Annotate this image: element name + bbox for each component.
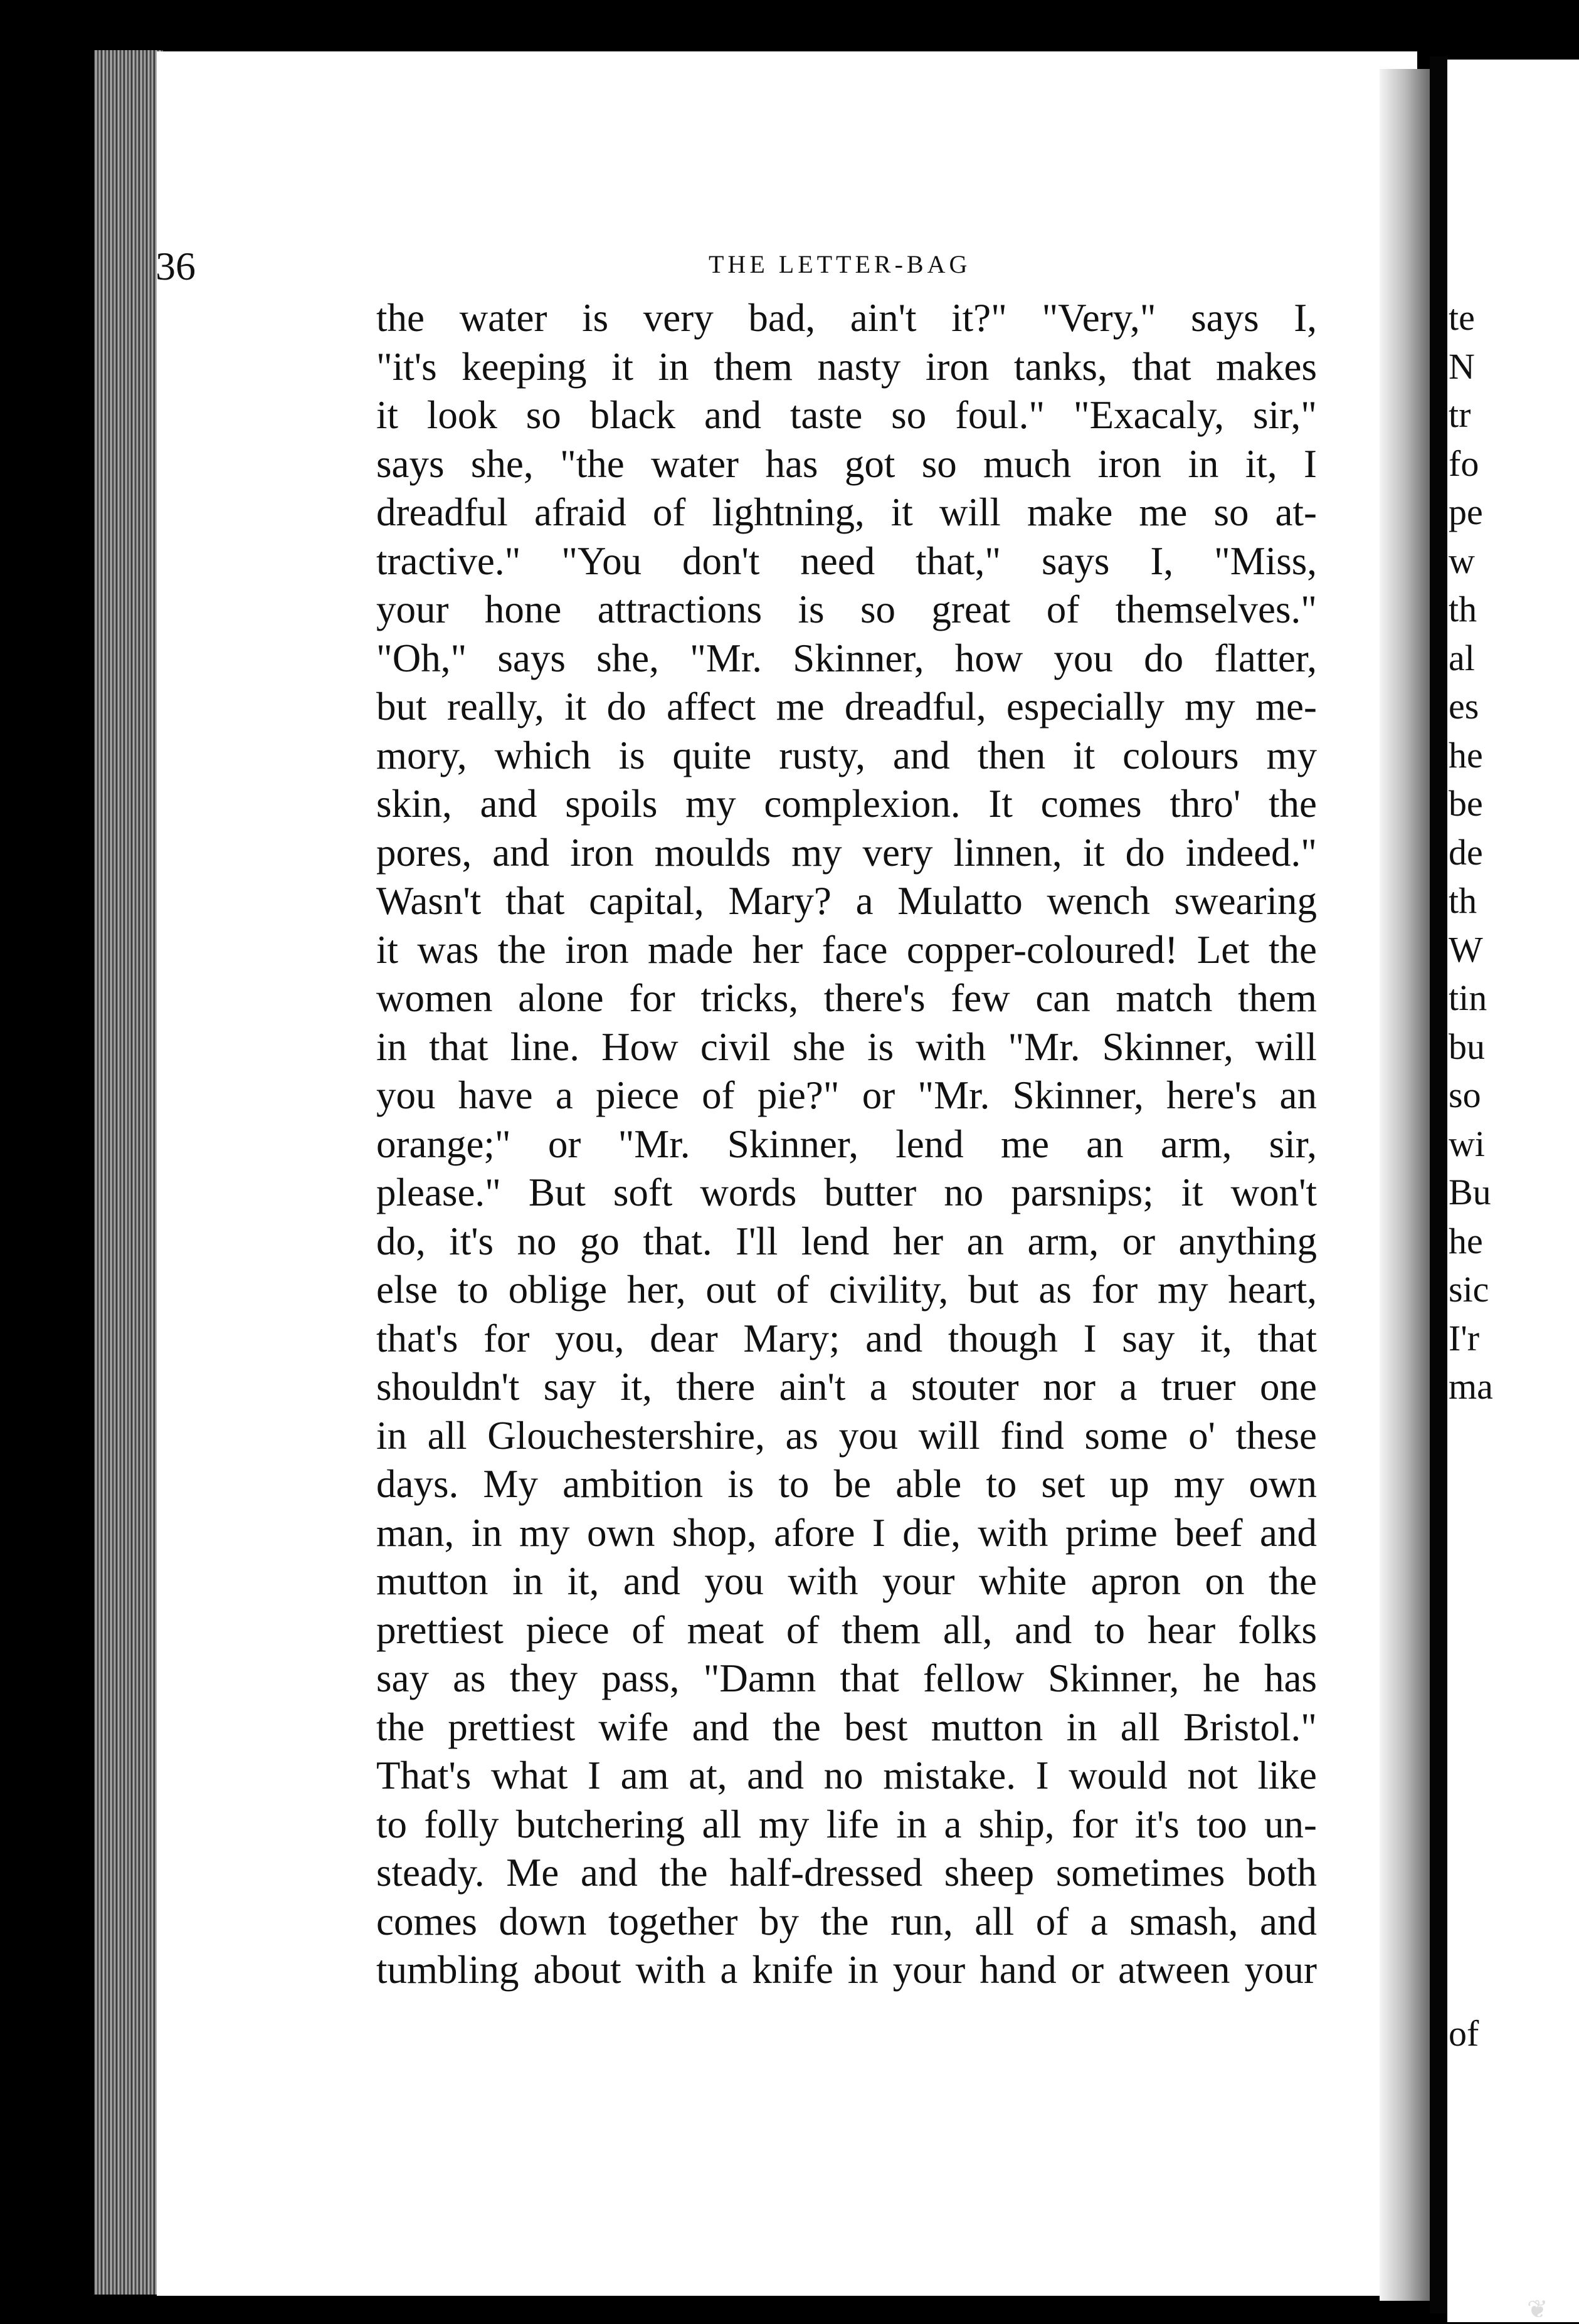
facing-page-fragment: fo <box>1449 443 1479 484</box>
text-line: the prettiest wife and the best mutton in all Bristol." <box>376 1705 1317 1749</box>
facing-page-fragment: he <box>1449 734 1483 776</box>
facing-page-fragment: be <box>1449 783 1483 824</box>
facing-page-fragment: th <box>1449 589 1477 629</box>
scan-speck: ❦ <box>1527 2295 1548 2323</box>
facing-page-fragment: ma <box>1449 1366 1493 1407</box>
text-line: that's for you, dear Mary; and though I say it, that <box>376 1316 1317 1360</box>
text-line: your hone attractions is so great of themselves." <box>376 587 1317 631</box>
text-line: comes down together by the run, all of a smash, and <box>376 1899 1317 1943</box>
text-line: the water is very bad, ain't it?" "Very," says I, <box>376 296 1317 340</box>
text-line: in that line. How civil she is with "Mr. Skinner, will <box>376 1024 1317 1069</box>
text-line: pores, and iron moulds my very linnen, it do indeed." <box>376 830 1317 875</box>
facing-page-fragment: pe <box>1449 492 1483 532</box>
text-line: "Oh," says she, "Mr. Skinner, how you do flatter, <box>376 636 1317 680</box>
facing-page-fragment: de <box>1449 831 1483 873</box>
facing-page-fragment: bu <box>1449 1026 1485 1067</box>
page-number: 36 <box>156 244 196 288</box>
facing-page-fragment: th <box>1449 880 1477 921</box>
book-gutter <box>1430 56 1447 2313</box>
facing-page-fragment: tr <box>1449 394 1471 435</box>
text-line: it look so black and taste so foul." "Exacaly, sir," <box>376 393 1317 437</box>
facing-page-fragment: W <box>1449 928 1483 970</box>
book-spine-edge <box>94 50 163 2295</box>
text-line: That's what I am at, and no mistake. I would not like <box>376 1754 1317 1797</box>
text-line: shouldn't say it, there ain't a stouter nor a truer one <box>376 1365 1317 1409</box>
facing-page-fragment: te <box>1449 297 1475 338</box>
text-line: in all Glouchestershire, as you will find some o' these <box>376 1413 1317 1458</box>
text-line: but really, it do affect me dreadful, especially my me- <box>376 685 1317 728</box>
text-line: say as they pass, "Damn that fellow Skinner, he has <box>376 1656 1317 1700</box>
facing-page-fragment: I'r <box>1449 1317 1480 1359</box>
text-line: to folly butchering all my life in a ship, for it's too un- <box>376 1802 1317 1846</box>
text-line: dreadful afraid of lightning, it will make me so at- <box>376 490 1317 534</box>
text-line: women alone for tricks, there's few can match them <box>376 976 1317 1020</box>
text-line: tumbling about with a knife in your hand or atween your <box>376 1948 1317 1992</box>
facing-page-fragment: sic <box>1449 1269 1489 1310</box>
facing-page <box>1447 60 1579 2322</box>
text-line: you have a piece of pie?" or "Mr. Skinner, here's an <box>376 1073 1317 1117</box>
text-line: man, in my own shop, afore I die, with prime beef and <box>376 1510 1317 1555</box>
text-line: mory, which is quite rusty, and then it colours my <box>376 733 1317 777</box>
text-line: else to oblige her, out of civility, but as for my heart, <box>376 1268 1317 1312</box>
facing-page-fragment: w <box>1449 540 1475 581</box>
text-line: orange;" or "Mr. Skinner, lend me an arm, sir, <box>376 1122 1317 1166</box>
text-line: days. My ambition is to be able to set up my own <box>376 1462 1317 1506</box>
text-line: do, it's no go that. I'll lend her an arm, or anything <box>376 1219 1317 1263</box>
text-line: Wasn't that capital, Mary? a Mulatto wench swearing <box>376 879 1317 923</box>
facing-page-fragment: N <box>1449 345 1475 387</box>
running-head: THE LETTER-BAG <box>709 250 971 278</box>
facing-page-fragment: al <box>1449 637 1475 678</box>
text-line: steady. Me and the half-dressed sheep sometimes both <box>376 1851 1317 1895</box>
facing-page-fragment: so <box>1449 1075 1481 1115</box>
facing-page-fragment: es <box>1449 686 1479 727</box>
text-line: please." But soft words butter no parsnips; it won't <box>376 1170 1317 1214</box>
text-line: "it's keeping it in them nasty iron tanks, that makes <box>376 344 1317 389</box>
facing-page-fragment: tin <box>1449 977 1487 1018</box>
text-line: skin, and spoils my complexion. It comes thro' the <box>376 782 1317 826</box>
facing-page-bottom-fragment: of <box>1449 2013 1479 2054</box>
text-line: prettiest piece of meat of them all, and to hear folks <box>376 1607 1317 1652</box>
page-shadow-edge <box>1380 69 1430 2301</box>
facing-page-fragment: he <box>1449 1220 1483 1261</box>
text-line: says she, "the water has got so much iron in it, I <box>376 441 1317 486</box>
facing-page-fragment: Bu <box>1449 1172 1491 1212</box>
text-line: it was the iron made her face copper-coloured! Let the <box>376 927 1317 972</box>
text-line: mutton in it, and you with your white apron on the <box>376 1559 1317 1603</box>
text-line: tractive." "You don't need that," says I, "Miss, <box>376 539 1317 583</box>
facing-page-fragment: wi <box>1449 1123 1485 1164</box>
